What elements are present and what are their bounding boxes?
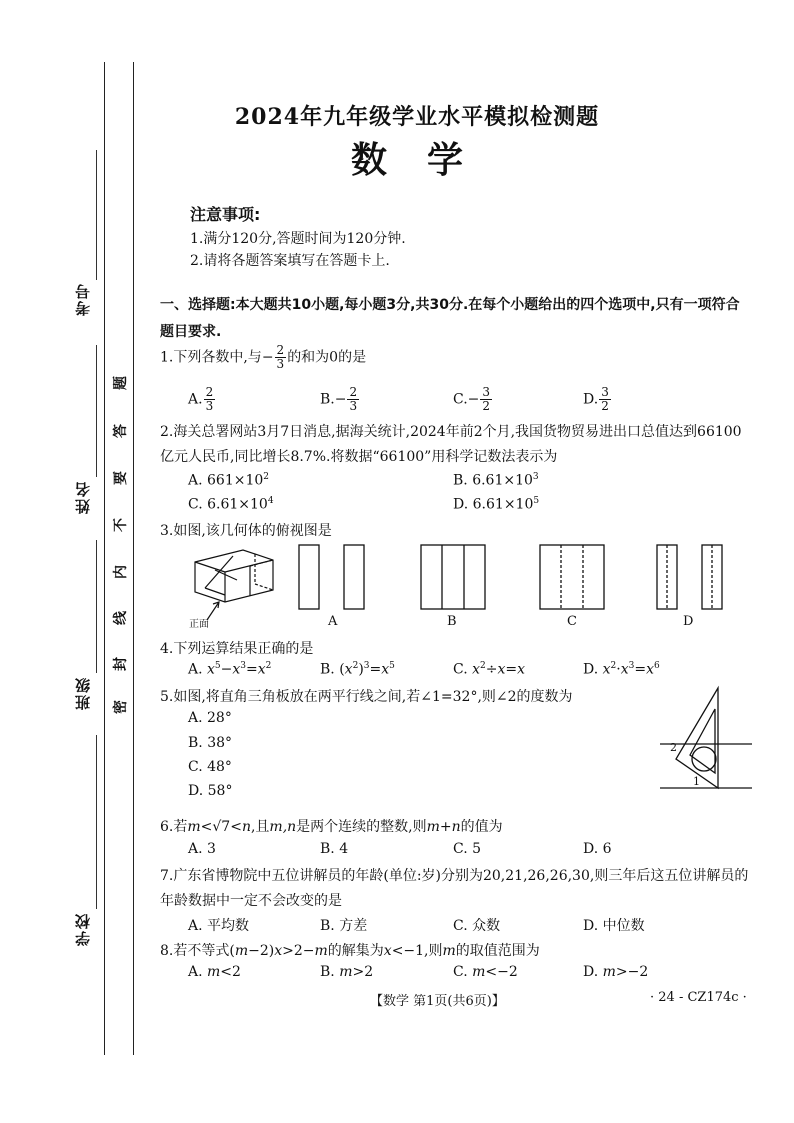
seal-char: 题: [113, 376, 129, 390]
q6-option-b: B. 4: [320, 841, 349, 857]
exam-subject: 数学: [350, 140, 503, 181]
question-6-stem: 6.若m<√7<n,且m,n是两个连续的整数,则m+n的值为: [160, 819, 503, 835]
q2-option-b: B. $6.61\times 10^3$: [453, 472, 539, 489]
q4-option-c: C. $x^2\div x=x$: [453, 661, 526, 678]
field-name-line[interactable]: [96, 345, 98, 477]
question-8-stem: 8.若不等式(m−2)x>2−m的解集为x<−1,则m的取值范围为: [160, 943, 540, 959]
seal-char: 答: [113, 424, 129, 438]
q3-option-c-figure: [537, 543, 607, 611]
q6-option-a: A. 3: [188, 841, 216, 857]
question-2-stem: 2.海关总署网站3月7日消息,据海关统计,2024年前2个月,我国货物贸易进出口总值达到66100亿元人民币,同比增长8.7%.将数据“66100”用科学记数法表示为: [160, 424, 742, 465]
page-footer-code: · 24 - CZ174c ·: [650, 990, 747, 1005]
seal-char: 线: [113, 611, 129, 625]
field-school-label: 学校: [74, 912, 92, 946]
q3-label-a: A: [328, 614, 338, 629]
q8-option-d: D. m>−2: [583, 964, 649, 980]
exam-title: 2024年九年级学业水平模拟检测题: [234, 104, 600, 130]
q5-option-b: B. 38°: [188, 735, 233, 751]
seal-char: 要: [113, 471, 129, 485]
q8-option-b: B. m>2: [320, 964, 374, 980]
q3-option-b-figure: [418, 543, 488, 611]
page-footer-center: 【数学 第1页(共6页)】: [370, 994, 505, 1009]
question-4-stem: 4.下列运算结果正确的是: [160, 641, 314, 657]
q5-triangle-figure: [658, 685, 754, 793]
q1-option-d: D. $\frac{3}{2}$: [583, 385, 609, 413]
note-item: 1.满分120分,答题时间为120分钟.: [190, 231, 406, 247]
q6-option-c: C. 5: [453, 841, 482, 857]
field-school-line[interactable]: [96, 735, 98, 909]
field-class-line[interactable]: [96, 540, 98, 673]
q7-option-c: C. 众数: [453, 918, 501, 934]
seal-char: 不: [113, 518, 129, 532]
q1-option-b: B.− $\frac{2}{3}$: [320, 385, 358, 413]
question-1-stem: 1.下列各数中,与− $\frac{2}{3}$ 的和为0的是: [160, 343, 367, 371]
section-heading: 一、选择题:本大题共10小题,每小题3分,共30分.在每个小题给出的四个选项中,只有一项符合题目要求.: [160, 297, 740, 340]
q5-angle-2-label: 2: [670, 741, 677, 754]
question-3-stem: 3.如图,该几何体的俯视图是: [160, 523, 332, 539]
q4-option-a: A. $x^5-x^3=x^2$: [188, 661, 272, 678]
q8-option-c: C. m<−2: [453, 964, 518, 980]
q3-label-b: B: [447, 614, 457, 629]
seal-char: 封: [113, 657, 129, 671]
q7-option-a: A. 平均数: [188, 918, 250, 934]
q4-option-d: D. $x^2\cdot x^3=x^6$: [583, 661, 660, 678]
question-5-stem: 5.如图,将直角三角板放在两平行线之间,若∠1=32°,则∠2的度数为: [160, 689, 573, 705]
q7-option-d: D. 中位数: [583, 918, 645, 934]
q2-option-a: A. $661\times 10^2$: [188, 472, 270, 489]
q3-label-c: C: [567, 614, 577, 629]
binding-line-outer: [104, 62, 105, 1055]
q7-option-b: B. 方差: [320, 918, 368, 934]
q3-option-d-figure: [654, 543, 726, 611]
q3-front-label: 正面: [189, 619, 209, 630]
q5-angle-1-label: 1: [693, 775, 700, 788]
q5-option-a: A. 28°: [188, 710, 232, 726]
field-exam-number-label: 考号: [74, 282, 92, 316]
q5-option-c: C. 48°: [188, 759, 232, 775]
note-item: 2.请将各题答案填写在答题卡上.: [190, 253, 390, 269]
seal-char: 密: [113, 700, 129, 714]
q1-option-c: C.− $\frac{3}{2}$: [453, 385, 491, 413]
notes-title: 注意事项:: [190, 205, 261, 224]
binding-line-inner: [133, 62, 134, 1055]
field-class-label: 班级: [74, 676, 92, 710]
q4-option-b: B. $(x^2)^3=x^5$: [320, 661, 395, 678]
q2-option-c: C. $6.61\times 10^4$: [188, 496, 274, 513]
q6-option-d: D. 6: [583, 841, 612, 857]
question-7-stem: 7.广东省博物院中五位讲解员的年龄(单位:岁)分别为20,21,26,26,30,则三年后这五位讲解员的年龄数据中一定不会改变的是: [160, 868, 749, 909]
q1-option-a: A. $\frac{2}{3}$: [188, 385, 214, 413]
q5-option-d: D. 58°: [188, 783, 233, 799]
q3-label-d: D: [683, 614, 694, 629]
seal-char: 内: [113, 565, 129, 579]
q8-option-a: A. m<2: [188, 964, 241, 980]
q3-option-a-figure: [296, 543, 368, 611]
field-name-label: 姓名: [74, 480, 92, 514]
q2-option-d: D. $6.61\times 10^5$: [453, 496, 540, 513]
